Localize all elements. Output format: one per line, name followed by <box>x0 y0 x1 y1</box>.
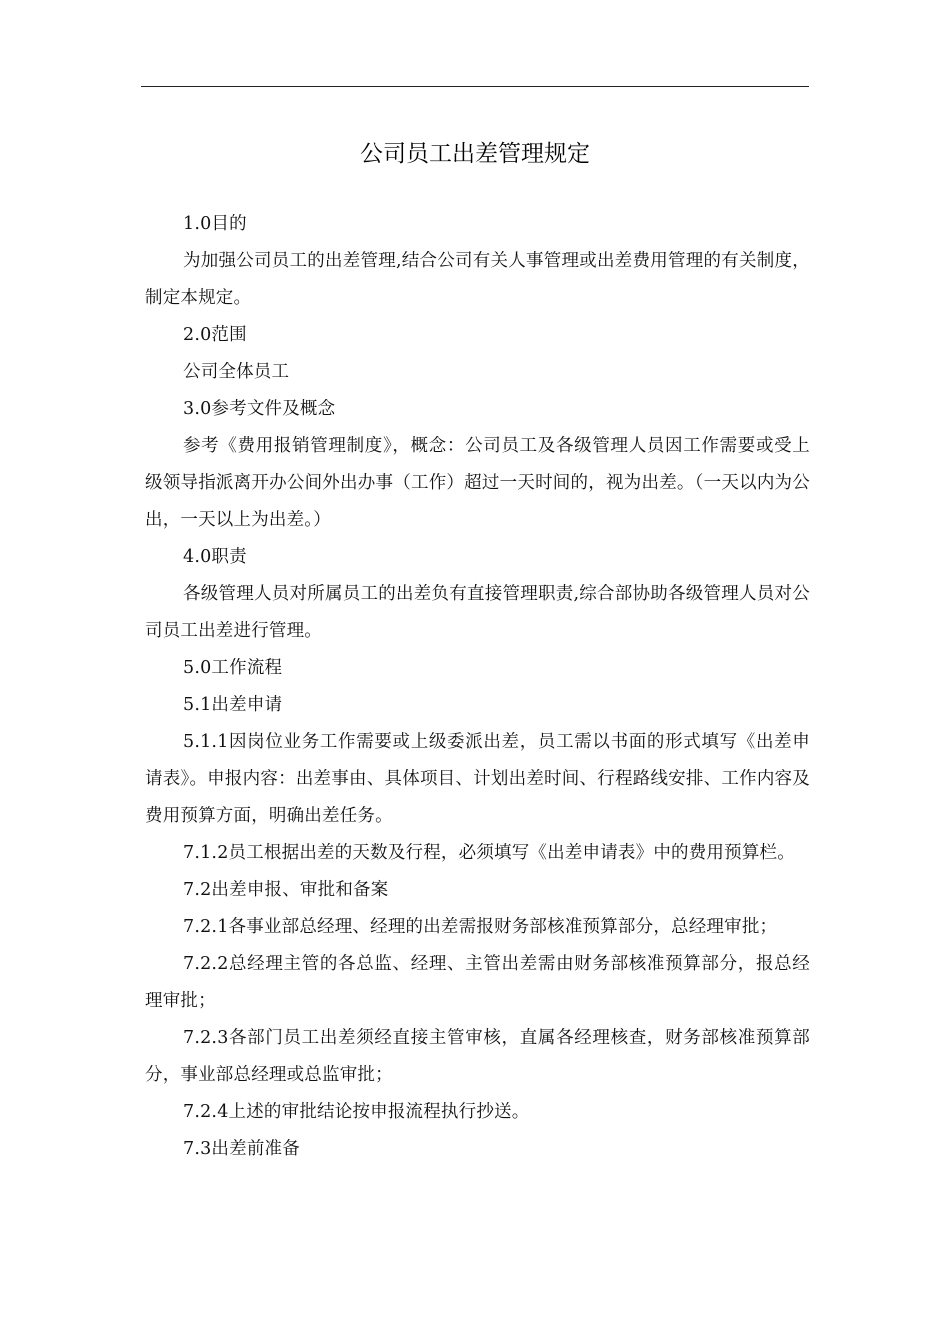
paragraph-scope: 公司全体员工 <box>183 362 290 382</box>
paragraph-section-2-heading: 2.0范围 <box>183 325 247 345</box>
paragraph-references: 参考《费用报销管理制度》，概念：公司员工及各级管理人员因工作需要或受上级领导指派离开办公间外出办事（工作）超过一天时间的，视为出差。（一天以内为公出，一天以上为出差。） <box>145 436 810 530</box>
paragraph-clause-7-2-3: 7.2.3各部门员工出差须经直接主管审核，直属各经理核查，财务部核准预算部分，事业部总经理或总监审批； <box>145 1028 810 1085</box>
paragraph-purpose: 为加强公司员工的出差管理,结合公司有关人事管理或出差费用管理的有关制度，制定本规定。 <box>145 251 810 308</box>
document-body <box>145 206 810 1168</box>
paragraph-clause-7-2-4: 7.2.4上述的审批结论按申报流程执行抄送。 <box>183 1102 530 1122</box>
paragraph-clause-5-1-1: 5.1.1因岗位业务工作需要或上级委派出差，员工需以书面的形式填写《出差申请表》。申报内容：出差事由、具体项目、计划出差时间、行程路线安排、工作内容及费用预算方面，明确出差任务。 <box>145 732 810 826</box>
paragraph-section-5-1-heading: 5.1出差申请 <box>183 695 283 715</box>
paragraph-responsibilities: 各级管理人员对所属员工的出差负有直接管理职责,综合部协助各级管理人员对公司员工出差进行管理。 <box>145 584 810 641</box>
document-title: 公司员工出差管理规定 <box>360 141 590 167</box>
paragraph-section-4-heading: 4.0职责 <box>183 547 247 567</box>
paragraph-clause-7-1-2: 7.1.2员工根据出差的天数及行程，必须填写《出差申请表》中的费用预算栏。 <box>183 843 795 863</box>
paragraph-clause-7-2-1: 7.2.1各事业部总经理、经理的出差需报财务部核准预算部分，总经理审批； <box>183 917 778 937</box>
paragraph-section-7-3-heading: 7.3出差前准备 <box>183 1139 300 1159</box>
paragraph-clause-7-2-2: 7.2.2总经理主管的各总监、经理、主管出差需由财务部核准预算部分，报总经理审批； <box>145 954 810 1011</box>
paragraph-section-1-heading: 1.0目的 <box>183 214 247 234</box>
paragraph-section-5-heading: 5.0工作流程 <box>183 658 283 678</box>
header-rule <box>141 86 809 87</box>
paragraph-section-7-2-heading: 7.2出差申报、审批和备案 <box>183 880 389 900</box>
paragraph-section-3-heading: 3.0参考文件及概念 <box>183 399 336 419</box>
